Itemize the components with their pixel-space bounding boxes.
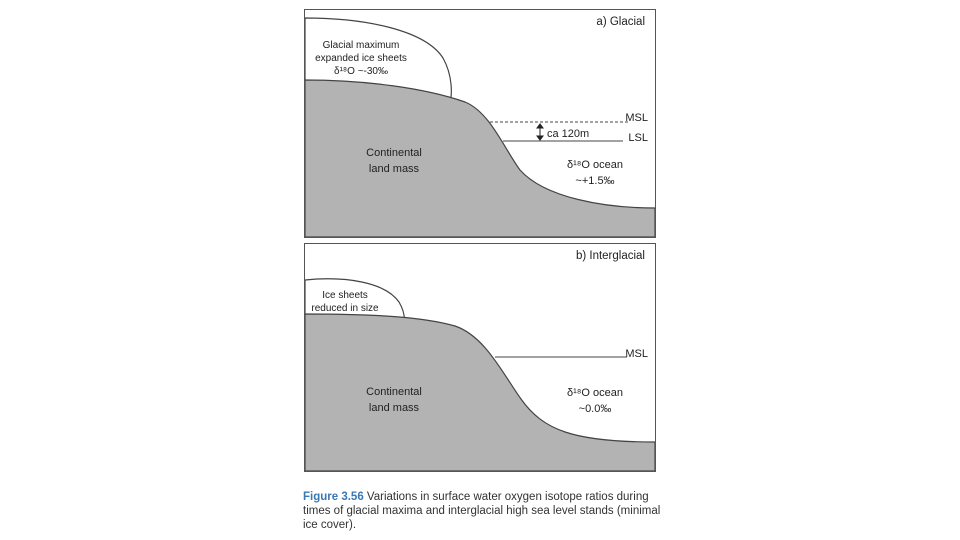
panel-interglacial — [304, 243, 656, 472]
sea-level-drop-arrow — [537, 124, 543, 140]
sea-level-drop-label: ca 120m — [547, 128, 590, 140]
figure-caption — [303, 490, 673, 532]
ice-label-line3: δ¹⁸O ~-30‰ — [334, 66, 388, 77]
panel-title-interglacial: b) Interglacial — [575, 250, 645, 262]
land-label-line1: Continental — [366, 147, 422, 159]
figure-number: Figure 3.56 — [303, 491, 364, 503]
msl-label-interglacial: MSL — [625, 348, 648, 360]
land-label-b-line1: Continental — [366, 386, 422, 398]
interglacial-diagram — [305, 244, 655, 471]
land-label-b-line2: land mass — [368, 402, 420, 414]
ocean-label-line2: ~+1.5‰ — [575, 175, 615, 187]
ice-label-line1: Glacial maximum — [322, 40, 400, 51]
land-label-line2: land mass — [368, 163, 420, 175]
ice-label-line2: expanded ice sheets — [315, 53, 407, 64]
lsl-label: LSL — [628, 132, 648, 144]
ice-label-b-line2: reduced in size — [311, 303, 379, 314]
msl-label-glacial: MSL — [625, 112, 648, 124]
panel-glacial — [304, 9, 656, 238]
caption-text: Variations in surface water oxygen isotope ratios during times of glacial maxima and interglacial high sea level stands (minimal ice cover). — [303, 491, 661, 531]
glacial-diagram — [305, 10, 655, 237]
ocean-label-line1: δ¹⁸O ocean — [566, 159, 624, 171]
ice-label-b-line1: Ice sheets — [322, 290, 368, 301]
panel-title-glacial: a) Glacial — [596, 16, 645, 28]
ocean-label-b-line2: ~0.0‰ — [578, 403, 612, 415]
ocean-label-b-line1: δ¹⁸O ocean — [566, 387, 624, 399]
